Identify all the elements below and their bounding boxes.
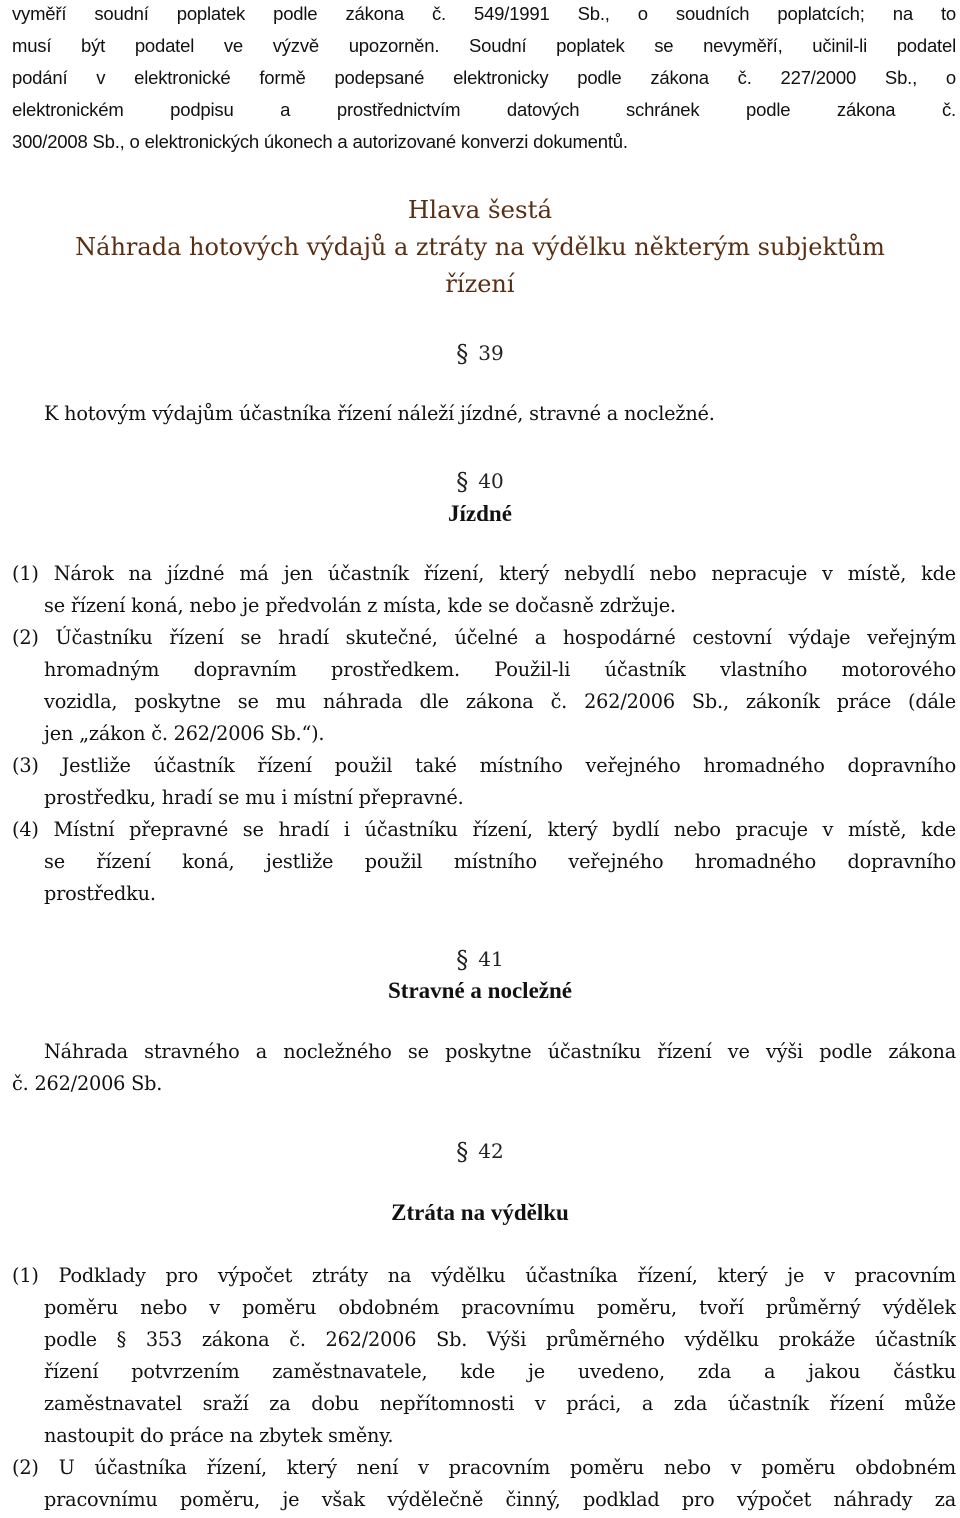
text-line: 300/2008 Sb., o elektronických úkonech a autorizované konverzi dokumentů. (12, 131, 628, 152)
text-line: jen „zákon č. 262/2006 Sb.“). (44, 722, 325, 745)
section-title: Jízdné (448, 501, 512, 526)
text-line: pracovnímu poměru, je však výdělečně činný, podklad pro výpočet náhrady za (44, 1488, 956, 1511)
text-line: nastoupit do práce na zbytek směny. (44, 1424, 394, 1447)
text-line: se řízení koná, jestliže použil místního veřejného hromadného dopravního (44, 850, 956, 873)
chapter-subtitle: řízení (445, 270, 515, 298)
text-line: podání v elektronické formě podepsané elektronicky podle zákona č. 227/2000 Sb., o (12, 67, 956, 88)
chapter-subtitle: Náhrada hotových výdajů a ztráty na výdělku některým subjektům (75, 233, 885, 261)
paragraph-sign-icon: § (456, 1138, 469, 1166)
chapter-title: Hlava šestá (407, 195, 553, 224)
text-line: se řízení koná, nebo je předvolán z místa, kde se dočasně zdržuje. (44, 594, 676, 617)
section-number: § 39 (0, 334, 960, 371)
text-line: (4) Místní přepravné se hradí i účastníku řízení, který bydlí nebo pracuje v místě, kde (12, 818, 956, 841)
text-line: elektronickém podpisu a prostřednictvím datových schránek podle zákona č. (12, 99, 956, 120)
text-line: (1) Podklady pro výpočet ztráty na výdělku účastníka řízení, který je v pracovním (12, 1264, 956, 1287)
text-line: č. 262/2006 Sb. (12, 1072, 163, 1095)
section-number: § 40 (0, 462, 960, 499)
text-line: prostředku. (44, 882, 156, 905)
section-title: Ztráta na výdělku (391, 1200, 569, 1225)
text-line: vozidla, poskytne se mu náhrada dle zákona č. 262/2006 Sb., zákoník práce (dále (44, 690, 956, 713)
text-line: musí být podatel ve výzvě upozorněn. Soudní poplatek se nevyměří, učinil-li podatel (12, 35, 956, 56)
paragraph-sign-icon: § (456, 946, 469, 974)
section-title: Stravné a nocležné (388, 978, 572, 1003)
text-line: vyměří soudní poplatek podle zákona č. 549/1991 Sb., o soudních poplatcích; na to (12, 3, 956, 24)
section-number: § 41 (0, 940, 960, 977)
text-line: K hotovým výdajům účastníka řízení náleží jízdné, stravné a nocležné. (44, 402, 715, 425)
text-line: (3) Jestliže účastník řízení použil také místního veřejného hromadného dopravního (12, 754, 956, 777)
text-line: prostředku, hradí se mu i místní přepravné. (44, 786, 464, 809)
text-line: podle § 353 zákona č. 262/2006 Sb. Výši průměrného výdělku prokáže účastník (44, 1328, 956, 1351)
text-line: řízení potvrzením zaměstnavatele, kde je uvedeno, zda a jakou částku (44, 1360, 956, 1383)
paragraph-sign-icon: § (456, 340, 469, 368)
text-line: (1) Nárok na jízdné má jen účastník řízení, který nebydlí nebo nepracuje v místě, kde (12, 562, 956, 585)
text-line: (2) Účastníku řízení se hradí skutečné, účelné a hospodárné cestovní výdaje veřejným (12, 626, 956, 649)
section-number: § 42 (0, 1132, 960, 1169)
text-line: Náhrada stravného a nocležného se poskytne účastníku řízení ve výši podle zákona (44, 1040, 956, 1063)
text-line: zaměstnavatel sraží za dobu nepřítomnosti v práci, a zda účastník řízení může (44, 1392, 956, 1415)
text-line: hromadným dopravním prostředkem. Použil-li účastník vlastního motorového (44, 658, 956, 681)
text-line: (2) U účastníka řízení, který není v pracovním poměru nebo v poměru obdobném (12, 1456, 956, 1479)
text-line: poměru nebo v poměru obdobném pracovnímu poměru, tvoří průměrný výdělek (44, 1296, 956, 1319)
paragraph-sign-icon: § (456, 468, 469, 496)
